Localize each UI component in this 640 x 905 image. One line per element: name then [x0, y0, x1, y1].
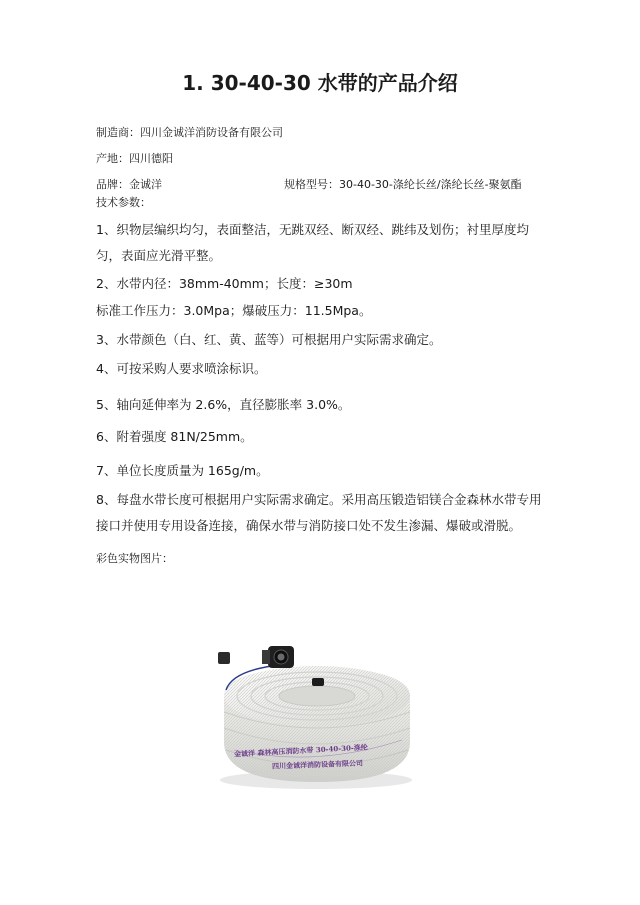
fire-hose-photo [212, 632, 432, 790]
hose-print-line-2: 四川金诚洋消防设备有限公司 [271, 758, 364, 771]
spec-item-5: 5、轴向延伸率为 2.6%，直径膨胀率 3.0%。 [96, 397, 351, 412]
manufacturer-line: 制造商：四川金诚洋消防设备有限公司 [96, 126, 283, 139]
tech-params-label: 技术参数： [96, 196, 151, 209]
model-line: 规格型号：30-40-30-涤纶长丝/涤纶长丝-聚氨酯 [284, 178, 522, 191]
spec-item-4: 4、可按采购人要求喷涂标识。 [96, 361, 267, 376]
photo-label: 彩色实物图片： [96, 552, 173, 565]
brand-line: 品牌：金诚洋 [96, 178, 162, 191]
origin-line: 产地：四川德阳 [96, 152, 173, 165]
spec-item-2: 2、水带内径：38mm-40mm；长度：≥30m [96, 276, 353, 291]
spec-item-1: 1、织物层编织均匀，表面整洁，无跳双经、断双经、跳纬及划伤；衬里厚度均匀，表面应光滑平整。 [96, 222, 529, 263]
hose-print-line-1: 金诚洋 森林高压消防水带 30-40-30-涤纶 [233, 742, 368, 759]
page-title: 1. 30-40-30 水带的产品介绍 [182, 71, 458, 95]
spec-item-3: 3、水带颜色（白、红、黄、蓝等）可根据用户实际需求确定。 [96, 332, 442, 347]
spec-item-2-pressure: 标准工作压力：3.0Mpa；爆破压力：11.5Mpa。 [96, 303, 372, 318]
spec-item-7: 7、单位长度质量为 165g/m。 [96, 463, 269, 478]
spec-item-8: 8、每盘水带长度可根据用户实际需求确定。采用高压锻造铝镁合金森林水带专用接口并使用专用设备连接，确保水带与消防接口处不发生渗漏、爆破或滑脱。 [96, 492, 542, 533]
spec-item-6: 6、附着强度 81N/25mm。 [96, 429, 253, 444]
